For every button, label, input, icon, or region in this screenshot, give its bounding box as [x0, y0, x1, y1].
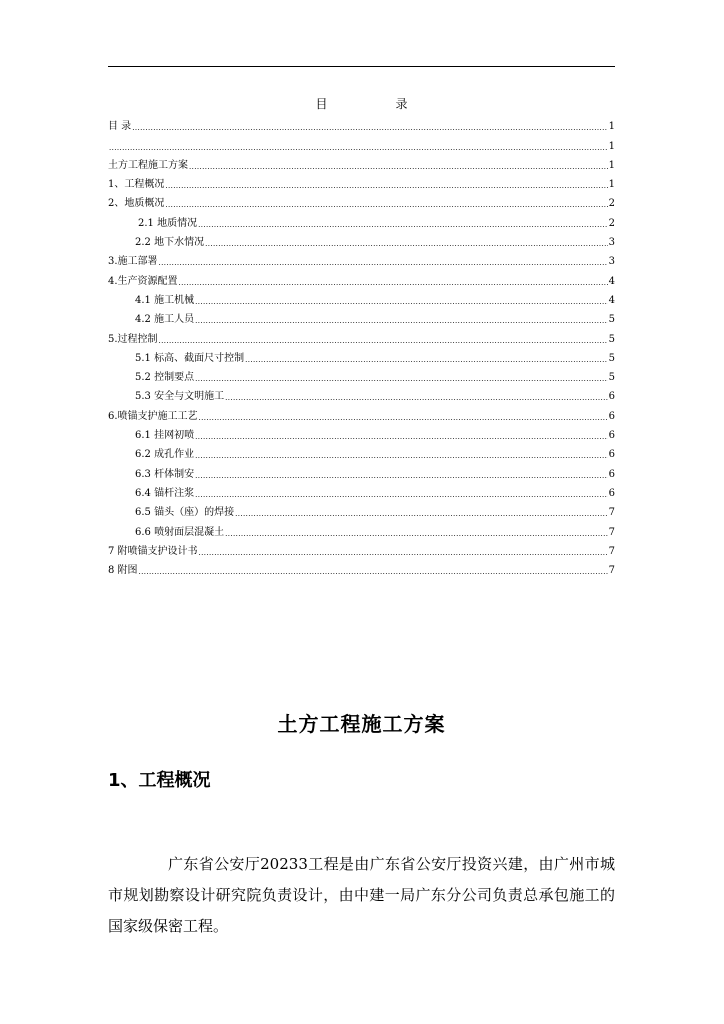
- toc-entry-text: 6.喷锚支护施工工艺: [108, 410, 198, 422]
- toc-entry-text: 4.1 施工机械: [135, 294, 195, 306]
- toc-leader-dots: [159, 334, 608, 346]
- toc-entry[interactable]: [108, 133, 615, 152]
- toc-entry[interactable]: [108, 384, 615, 403]
- toc-entry-text: 6.3 杆体制安: [135, 468, 195, 480]
- toc-entry[interactable]: [108, 326, 615, 345]
- toc-leader-dots: [225, 527, 608, 539]
- toc-page-number: 7: [608, 507, 615, 519]
- toc-entry[interactable]: [108, 230, 615, 249]
- toc-page-number: 7: [608, 545, 615, 557]
- toc-entry[interactable]: [108, 423, 615, 442]
- toc-leader-dots: [195, 314, 608, 326]
- toc-entry[interactable]: [108, 288, 615, 307]
- toc-leader-dots: [195, 469, 608, 481]
- toc-leader-dots: [195, 372, 608, 384]
- toc-leader-dots: [139, 565, 608, 577]
- toc-leader-dots: [189, 160, 608, 172]
- toc-entry[interactable]: [108, 403, 615, 422]
- toc-leader-dots: [159, 256, 608, 268]
- toc-entry[interactable]: [108, 191, 615, 210]
- toc-leader-dots: [225, 391, 608, 403]
- toc-entry[interactable]: [108, 365, 615, 384]
- toc-entry-text: 6.1 挂网初喷: [135, 430, 195, 442]
- toc-page-number: 3: [608, 237, 615, 249]
- toc-leader-dots: [165, 198, 607, 210]
- header-rule: [108, 66, 615, 67]
- toc-entry[interactable]: [108, 346, 615, 365]
- toc-entry-text: 5.3 安全与文明施工: [135, 391, 225, 403]
- toc-leader-dots: [109, 141, 608, 153]
- toc-entry[interactable]: [108, 442, 615, 461]
- document-title: 土方工程施工方案: [277, 712, 446, 736]
- toc-page-number: 2: [608, 217, 615, 229]
- toc-entry-text: 6.5 锚头（座）的焊接: [135, 507, 235, 519]
- toc-entry[interactable]: [108, 249, 615, 268]
- toc-entry[interactable]: [108, 172, 615, 191]
- toc-page-number: 4: [608, 275, 615, 287]
- toc-entry-text: 2.2 地下水情况: [135, 237, 205, 249]
- toc-page-number: 5: [608, 352, 615, 364]
- toc-entry-text: 6.6 喷射面层混凝土: [135, 526, 225, 538]
- toc-page-number: 1: [608, 179, 615, 191]
- toc-title: 目 录: [315, 97, 436, 111]
- toc-entry-text: 土方工程施工方案: [108, 159, 188, 171]
- toc-page-number: 6: [608, 430, 615, 442]
- toc-leader-dots: [132, 121, 607, 133]
- table-of-contents: [108, 114, 615, 577]
- toc-leader-dots: [245, 353, 608, 365]
- toc-leader-dots: [195, 449, 608, 461]
- toc-leader-dots: [198, 218, 608, 230]
- toc-entry[interactable]: [108, 481, 615, 500]
- toc-page-number: 6: [608, 468, 615, 480]
- toc-entry[interactable]: [108, 500, 615, 519]
- toc-entry[interactable]: [108, 307, 615, 326]
- toc-entry[interactable]: [108, 461, 615, 480]
- section-heading: 1、工程概况: [108, 770, 211, 791]
- toc-entry-text: 6.2 成孔作业: [135, 449, 195, 461]
- toc-page-number: 4: [608, 294, 615, 306]
- toc-entry-text: 5.1 标高、截面尺寸控制: [135, 352, 245, 364]
- toc-page-number: 1: [608, 159, 615, 171]
- toc-page-number: 1: [608, 140, 615, 152]
- toc-page-number: 6: [608, 391, 615, 403]
- toc-leader-dots: [205, 237, 608, 249]
- toc-page-number: 5: [608, 372, 615, 384]
- toc-entry[interactable]: [108, 268, 615, 287]
- toc-page-number: 7: [608, 565, 615, 577]
- toc-entry[interactable]: [108, 519, 615, 538]
- toc-entry-text: 8 附图: [108, 565, 138, 577]
- toc-leader-dots: [235, 507, 608, 519]
- toc-entry-text: 6.4 锚杆注浆: [135, 487, 195, 499]
- toc-page-number: 5: [608, 333, 615, 345]
- toc-entry[interactable]: [108, 558, 615, 577]
- toc-entry-text: 2.1 地质情况: [138, 217, 198, 229]
- toc-page-number: 6: [608, 449, 615, 461]
- toc-leader-dots: [195, 430, 608, 442]
- toc-leader-dots: [179, 276, 608, 288]
- toc-leader-dots: [199, 411, 608, 423]
- toc-entry[interactable]: [108, 153, 615, 172]
- toc-entry-text: 目 录: [108, 121, 132, 133]
- toc-entry[interactable]: [108, 539, 615, 558]
- toc-entry-text: 5.2 控制要点: [135, 372, 195, 384]
- toc-page-number: 1: [608, 121, 615, 133]
- body-paragraph: 广东省公安厅20233工程是由广东省公安厅投资兴建，由广州市城市规划勘察设计研究院负责设计，由中建一局广东分公司负责总承包施工的国家级保密工程。: [108, 855, 615, 935]
- toc-entry[interactable]: [108, 114, 615, 133]
- toc-leader-dots: [195, 295, 608, 307]
- toc-page-number: 7: [608, 526, 615, 538]
- toc-entry-text: 1、工程概况: [108, 179, 165, 191]
- toc-entry-text: 2、地质概况: [108, 198, 165, 210]
- toc-entry-text: 5.过程控制: [108, 333, 158, 345]
- toc-page-number: 6: [608, 487, 615, 499]
- toc-leader-dots: [195, 488, 608, 500]
- toc-entry[interactable]: [108, 210, 615, 229]
- toc-leader-dots: [199, 546, 608, 558]
- toc-entry-text: 4.2 施工人员: [135, 314, 195, 326]
- toc-page-number: 5: [608, 314, 615, 326]
- toc-entry-text: 3.施工部署: [108, 256, 158, 268]
- toc-leader-dots: [165, 179, 607, 191]
- toc-entry-text: 4.生产资源配置: [108, 275, 178, 287]
- toc-page-number: 6: [608, 410, 615, 422]
- toc-entry-text: 7 附喷锚支护设计书: [108, 545, 198, 557]
- toc-page-number: 3: [608, 256, 615, 268]
- toc-page-number: 2: [608, 198, 615, 210]
